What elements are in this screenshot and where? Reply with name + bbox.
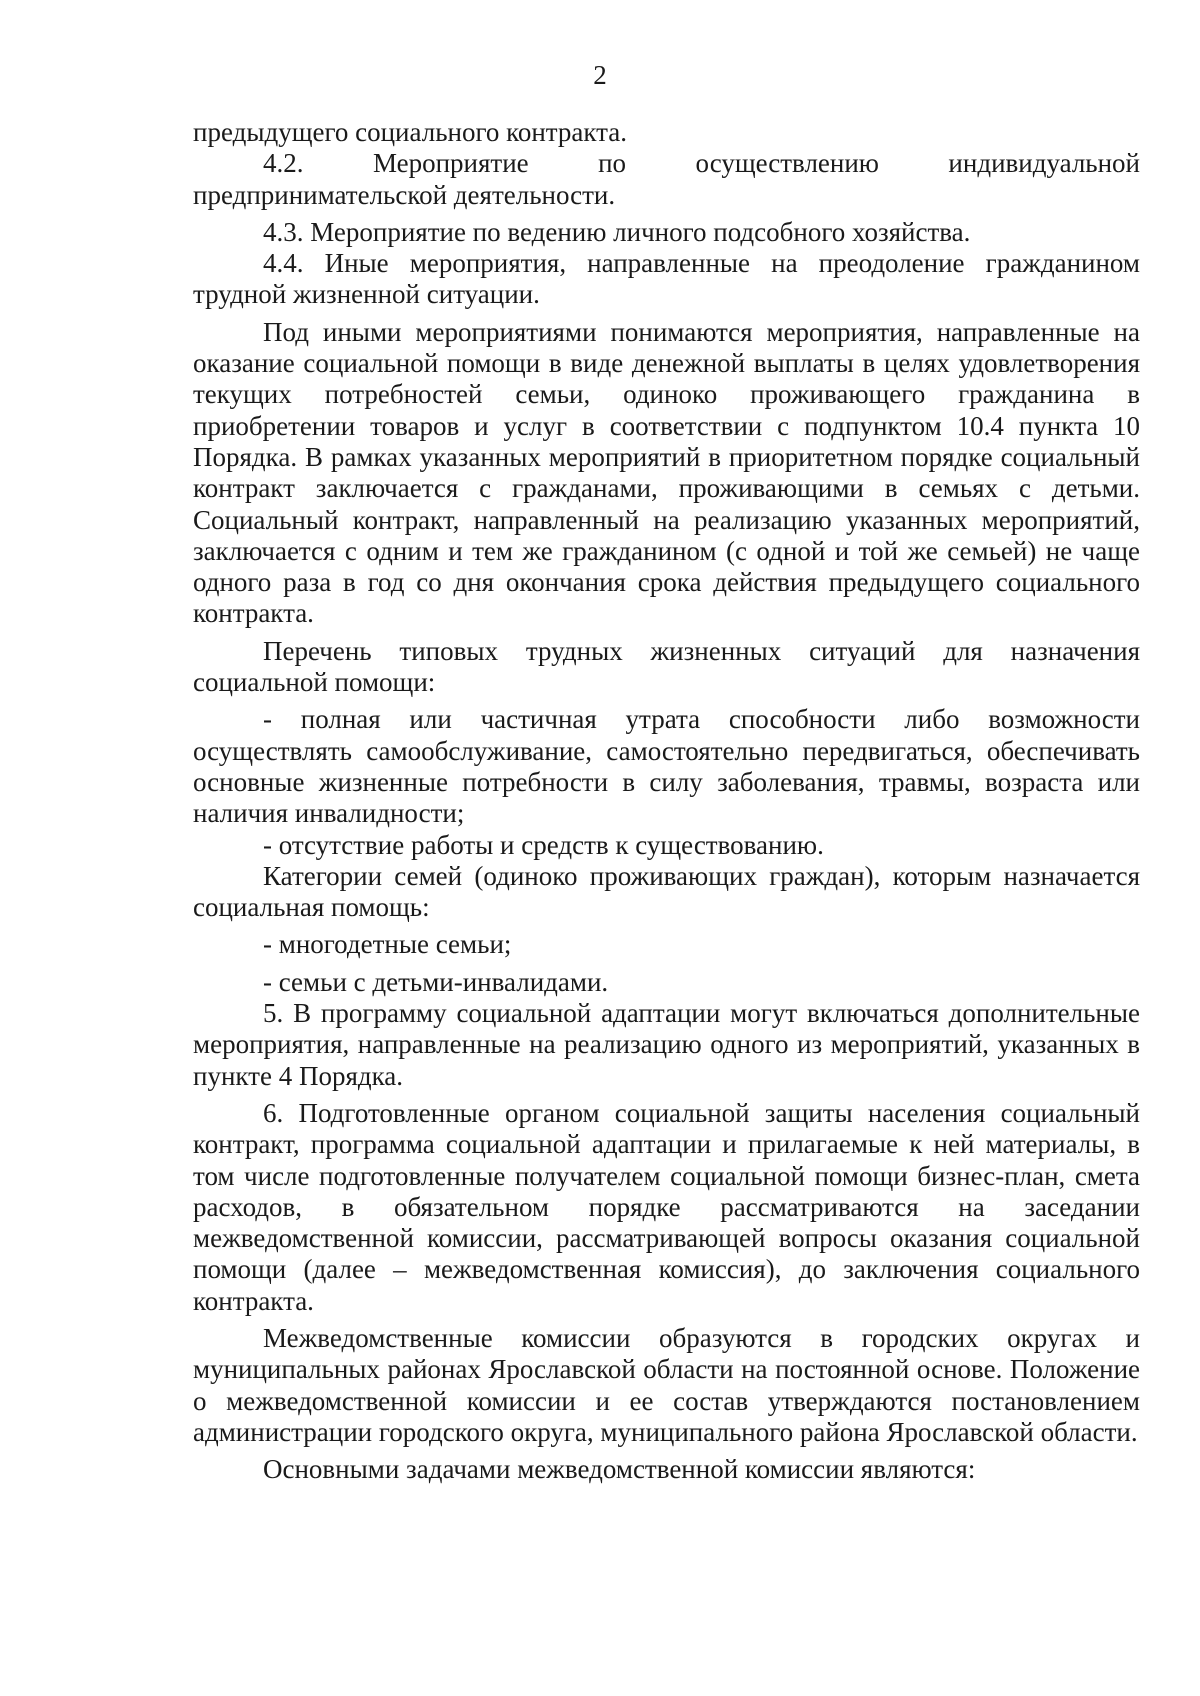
paragraph: Перечень типовых трудных жизненных ситуаций для назначения социальной помощи: <box>193 635 1140 698</box>
paragraph: Межведомственные комиссии образуются в городских округах и муниципальных районах Ярославской области на постоянной основе. Положение о межведомственной комиссии и ее состав утверждаются постановлением администрации городского округа, муниципального района Ярославской области. <box>193 1322 1140 1447</box>
paragraph: 4.4. Иные мероприятия, направленные на преодоление гражданином трудной жизненной ситуации. <box>193 248 1140 310</box>
list-item: - многодетные семьи; <box>263 929 512 960</box>
list-item: - семьи с детьми-инвалидами. <box>263 966 609 997</box>
list-item: - отсутствие работы и средств к существованию. <box>263 829 824 860</box>
paragraph: 5. В программу социальной адаптации могут включаться дополнительные мероприятия, направленные на реализацию одного из мероприятий, указанных в пункте 4 Порядка. <box>193 998 1140 1091</box>
paragraph: 6. Подготовленные органом социальной защиты населения социальный контракт, программа социальной адаптации и прилагаемые к ней материалы, в том числе подготовленные получателем социальной помощи бизнес-план, смета расходов, в обязательном порядке рассматриваются на заседании межведомственной комиссии, рассматривающей вопросы оказания социальной помощи (далее – межведомственная комиссия), до заключения социального контракта. <box>193 1097 1140 1316</box>
paragraph: 4.3. Мероприятие по ведению личного подсобного хозяйства. <box>263 216 971 247</box>
paragraph: предыдущего социального контракта. <box>193 117 628 147</box>
paragraph: 4.2. Мероприятие по осуществлению индивидуальной предпринимательской деятельности. <box>193 148 1140 210</box>
paragraph: Основными задачами межведомственной комиссии являются: <box>263 1454 976 1485</box>
document-body <box>193 117 1140 1485</box>
paragraph: Под иными мероприятиями понимаются мероприятия, направленные на оказание социальной помощи в виде денежной выплаты в целях удовлетворения текущих потребностей семьи, одиноко проживающего гражданина в приобретении товаров и услуг в соответствии с подпунктом 10.4 пункта 10 Порядка. В рамках указанных мероприятий в приоритетном порядке социальный контракт заключается с гражданами, проживающими в семьях с детьми. Социальный контракт, направленный на реализацию указанных мероприятий, заключается с одним и тем же гражданином (с одной и той же семьей) не чаще одного раза в год со дня окончания срока действия предыдущего социального контракта. <box>193 316 1140 629</box>
list-item: - полная или частичная утрата способности либо возможности осуществлять самообслуживание, самостоятельно передвигаться, обеспечивать основные жизненные потребности в силу заболевания, травмы, возраста или наличия инвалидности; <box>193 704 1140 829</box>
page-number: 2 <box>593 60 607 90</box>
paragraph: Категории семей (одиноко проживающих граждан), которым назначается социальная помощь: <box>193 860 1140 923</box>
